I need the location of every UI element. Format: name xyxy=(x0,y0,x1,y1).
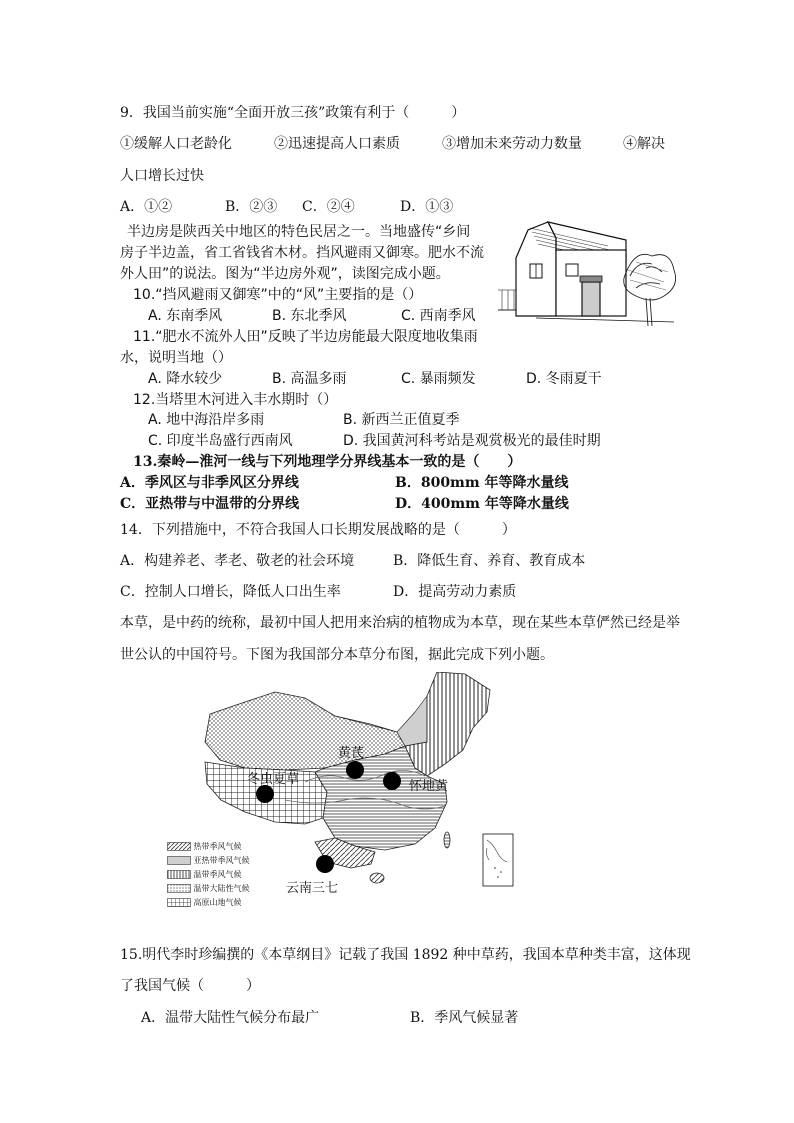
q11-option-b[interactable]: B. 高温多雨 xyxy=(272,371,347,387)
herb-label-yunnansanqi: 云南三七 xyxy=(286,881,339,896)
legend-swatch-subtropical xyxy=(167,856,191,865)
q11-option-d[interactable]: D. 冬雨夏干 xyxy=(526,371,602,387)
q12-stem: 12.当塔里木河进入丰水期时（） xyxy=(133,392,338,408)
q9-item-3: ③增加未来劳动力数量 xyxy=(442,136,582,152)
q10-stem: 10.“挡风避雨又御寒”中的“风”主要指的是（） xyxy=(133,287,423,303)
q13-stem: 13.秦岭—淮河一线与下列地理学分界线基本一致的是（ ） xyxy=(133,454,522,470)
q9-item-cont: 人口增长过快 xyxy=(120,168,204,184)
legend-label-tropical: 热带季风气候 xyxy=(193,842,242,851)
q9-item-2: ②迅速提高人口素质 xyxy=(274,136,400,152)
q12-option-a[interactable]: A. 地中海沿岸多雨 xyxy=(148,412,265,428)
q13-option-b[interactable]: B．800mm 年等降水量线 xyxy=(395,475,569,491)
legend-label-plateau: 高原山地气候 xyxy=(193,898,242,907)
q15-option-a[interactable]: A．温带大陆性气候分布最广 xyxy=(141,1010,320,1026)
q9-option-d[interactable]: D．①③ xyxy=(400,199,454,215)
q9-option-a[interactable]: A．①② xyxy=(120,199,173,215)
q14-option-b[interactable]: B．降低生育、养育、教育成本 xyxy=(393,553,586,569)
legend-swatch-plateau xyxy=(167,898,191,907)
q10-option-a[interactable]: A. 东南季风 xyxy=(148,308,223,324)
herb-label-huangqi: 黄芪 xyxy=(338,746,365,761)
legend-swatch-temperate-monsoon xyxy=(167,870,191,879)
q14-option-c[interactable]: C．控制人口增长，降低人口出生率 xyxy=(120,584,341,600)
q13-option-d[interactable]: D．400mm 年等降水量线 xyxy=(395,496,569,512)
q11-stem-line1: 11.“肥水不流外人田”反映了半边房能最大限度地收集雨 xyxy=(133,329,478,345)
q9-item-4: ④解决 xyxy=(623,136,665,152)
herb-distribution-map xyxy=(165,672,515,912)
house-sketch-icon xyxy=(496,218,676,330)
legend-label-subtropical: 亚热带季风气候 xyxy=(193,856,250,865)
herb-label-dongchongxiacao: 冬虫夏草 xyxy=(247,772,300,787)
q11-option-c[interactable]: C. 暴雨频发 xyxy=(401,371,476,387)
legend-swatch-temperate-continental xyxy=(167,884,191,893)
q9-option-c[interactable]: C．②④ xyxy=(302,199,355,215)
legend-label-temperate-monsoon: 温带季风气候 xyxy=(193,870,242,879)
legend-label-temperate-continental: 温带大陆性气候 xyxy=(193,884,250,893)
house-intro-line1: 半边房是陕西关中地区的特色民居之一。当地盛传“乡间 xyxy=(127,224,471,240)
q9-item-1: ①缓解人口老龄化 xyxy=(120,136,232,152)
q11-option-a[interactable]: A. 降水较少 xyxy=(148,371,223,387)
q15-stem-line1: 15.明代李时珍编撰的《本草纲目》记载了我国 1892 种中草药，我国本草种类丰富，这体现 xyxy=(120,947,691,963)
q10-option-c[interactable]: C. 西南季风 xyxy=(401,308,476,324)
herb-label-huaidihuang: 怀地黄 xyxy=(409,779,449,794)
q12-option-c[interactable]: C. 印度半岛盛行西南风 xyxy=(148,433,293,449)
q15-stem-line2: 了我国气候（ ） xyxy=(120,978,260,994)
house-intro-line2: 房子半边盖，省工省钱省木材。挡风避雨又御寒。肥水不流 xyxy=(120,245,484,261)
q13-option-a[interactable]: A．季风区与非季风区分界线 xyxy=(120,475,299,491)
house-intro-line3: 外人田”的说法。图为“半边房外观”，读图完成小题。 xyxy=(120,266,450,282)
q11-stem-line2: 水，说明当地（） xyxy=(120,350,232,366)
q15-option-b[interactable]: B．季风气候显著 xyxy=(410,1010,519,1026)
q12-option-d[interactable]: D. 我国黄河科考站是观赏极光的最佳时期 xyxy=(343,433,601,449)
herb-intro-line1: 本草，是中药的统称，最初中国人把用来治病的植物成为本草，现在某些本草俨然已经是举 xyxy=(120,615,680,631)
q10-option-b[interactable]: B. 东北季风 xyxy=(272,308,347,324)
legend-swatch-tropical xyxy=(167,842,191,851)
herb-intro-line2: 世公认的中国符号。下图为我国部分本草分布图，据此完成下列小题。 xyxy=(120,647,554,663)
q13-option-c[interactable]: C．亚热带与中温带的分界线 xyxy=(120,496,300,512)
q14-stem: 14．下列措施中，不符合我国人口长期发展战略的是（ ） xyxy=(120,522,516,538)
q12-option-b[interactable]: B. 新西兰正值夏季 xyxy=(343,412,460,428)
q14-option-a[interactable]: A．构建养老、孝老、敬老的社会环境 xyxy=(120,553,355,569)
q9-option-b[interactable]: B．②③ xyxy=(225,199,278,215)
q9-stem: 9．我国当前实施“全面开放三孩”政策有利于（ ） xyxy=(120,105,466,121)
q14-option-d[interactable]: D．提高劳动力素质 xyxy=(393,584,517,600)
